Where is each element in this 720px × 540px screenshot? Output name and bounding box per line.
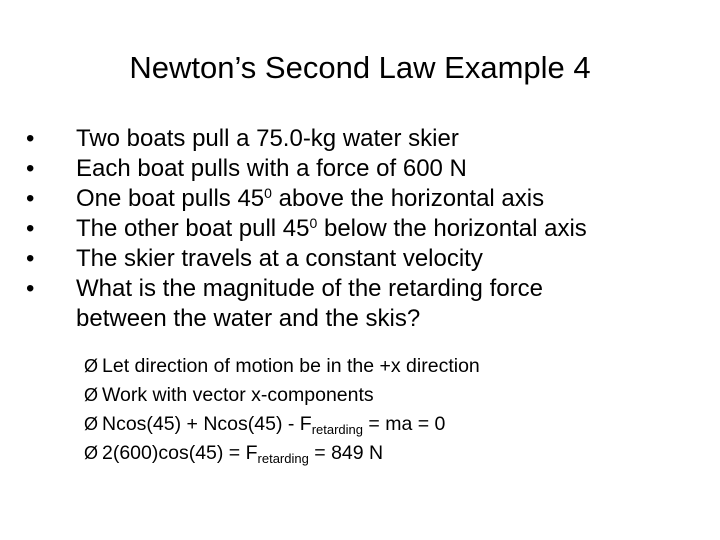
sub-bullet-item [84,439,704,468]
bullet-item [26,274,716,334]
retarding-subscript: retarding [257,451,309,466]
bullet-text: Two boats pull a 75.0-kg water skier [76,125,459,152]
bullet-item [26,154,716,184]
arrow-bullet-icon: Ø [84,356,99,376]
arrow-bullet-icon: Ø [84,414,99,434]
sub-bullet-item [84,352,704,381]
bullet-icon: • [26,125,35,152]
bullet-text: What is the magnitude of the retarding force [76,275,543,302]
equation-text: 2(600)cos(45) = F [102,442,258,464]
sub-bullet-text: Work with vector x-components [102,384,374,406]
bullet-text: Each boat pulls with a force of 600 N [76,155,467,182]
bullet-item [26,214,716,244]
sub-bullet-item [84,381,704,410]
degree-superscript: 0 [309,215,318,231]
bullet-text: One boat pulls 45 [76,185,265,212]
bullet-icon: • [26,185,35,212]
bullet-icon: • [26,215,35,242]
bullet-icon: • [26,155,35,182]
degree-superscript: 0 [264,185,272,201]
sub-bullet-text: Let direction of motion be in the +x direction [102,355,480,377]
bullet-text-continued: below the horizontal axis [317,215,587,242]
bullet-icon: • [26,275,35,302]
equation-text: Ncos(45) + Ncos(45) - F [102,413,312,435]
equation-text-continued: = ma = 0 [363,413,446,435]
retarding-subscript: retarding [311,422,363,437]
slide-title: Newton’s Second Law Example 4 [129,50,591,85]
bullet-text: The other boat pull 45 [76,215,310,242]
bullet-text-continued: above the horizontal axis [271,185,545,212]
bullet-text: The skier travels at a constant velocity [76,245,483,272]
bullet-item [26,124,716,154]
bullet-icon: • [26,245,35,272]
arrow-bullet-icon: Ø [84,385,99,405]
bullet-list [26,124,716,334]
sub-bullet-list [84,352,704,468]
equation-text-continued: = 849 N [308,442,384,464]
bullet-text-line2: between the water and the skis? [76,305,421,332]
bullet-item [26,244,716,274]
bullet-item [26,184,716,214]
arrow-bullet-icon: Ø [84,443,99,463]
sub-bullet-item [84,410,704,439]
